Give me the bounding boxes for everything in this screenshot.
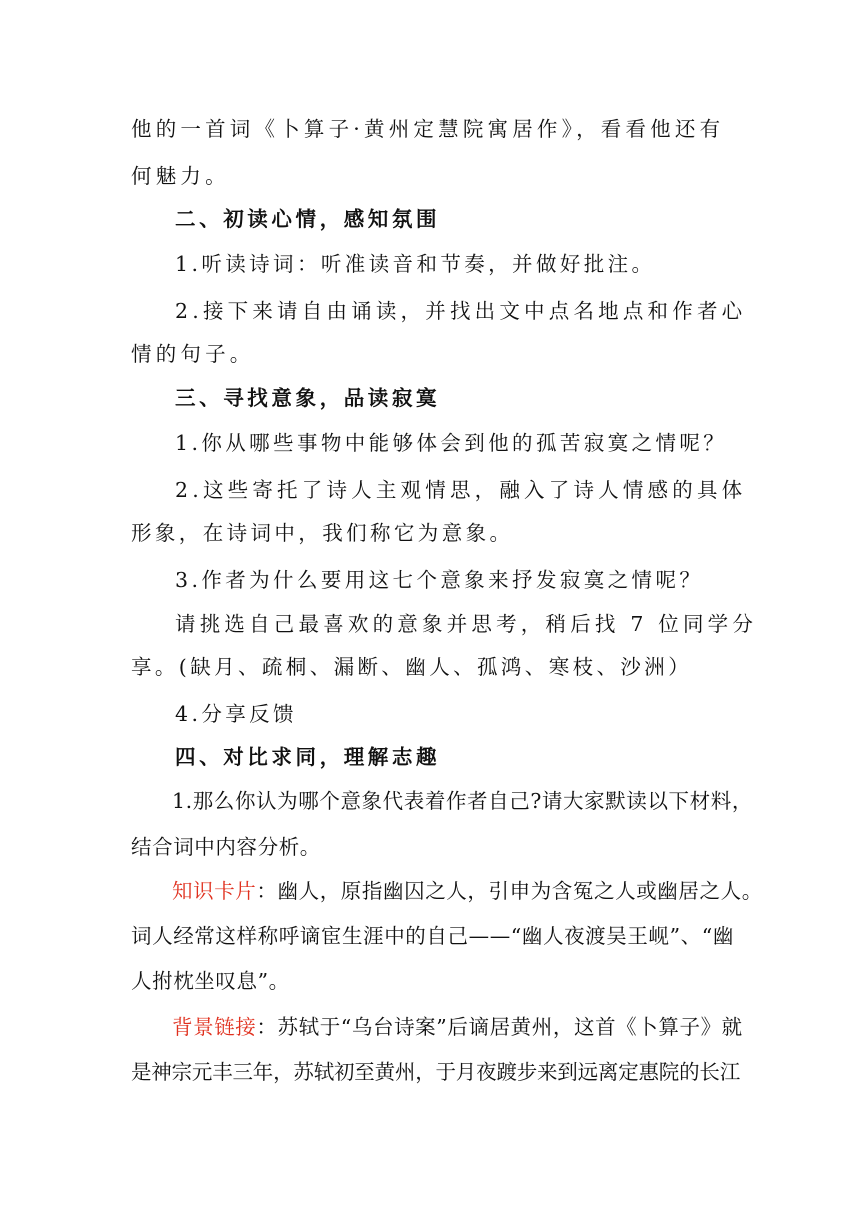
knowledge-card-line [172,877,763,905]
paragraph-line: 何魅力。 [131,164,230,188]
background-link-text: ：苏轼于“乌台诗案”后谪居黄州，这首《卜算子》就 [256,1015,743,1039]
paragraph-line: 他的一首词《卜算子·黄州定慧院寓居作》，看看他还有 [131,117,725,141]
background-link-label: 背景链接 [172,1015,257,1039]
paragraph-line: 4.分享反馈 [175,702,297,726]
paragraph-line: 情的句子。 [131,342,255,366]
paragraph-line: 1.那么你认为哪个意象代表着作者自己?请大家默读以下材料， [172,789,753,813]
paragraph-line: 2.接下来请自由诵读，并找出文中点名地点和作者心 [175,299,747,323]
knowledge-card-text: ：幽人，原指幽囚之人，引申为含冤之人或幽居之人。 [256,879,763,903]
paragraph-line: 1.你从哪些事物中能够体会到他的孤苦寂寞之情呢？ [175,431,728,455]
paragraph-line: 享。(缺月、疏桐、漏断、幽人、孤鸿、寒枝、沙洲） [131,655,693,679]
paragraph-line: 是神宗元丰三年，苏轼初至黄州，于月夜踱步来到远离定惠院的长江 [131,1060,740,1084]
section-heading-3: 三、寻找意象，品读寂寞 [175,386,441,410]
knowledge-card-label: 知识卡片 [172,879,257,903]
paragraph-line: 人拊枕坐叹息”。 [131,969,290,993]
section-heading-2: 二、初读心情，感知氛围 [175,207,441,231]
paragraph-line: 1.听读诗词：听准读音和节奏，并做好批注。 [175,252,656,276]
paragraph-line: 请挑选自己最喜欢的意象并思考，稍后找 7 位同学分 [175,612,758,636]
paragraph-line: 结合词中内容分析。 [131,835,321,859]
paragraph-line: 形象，在诗词中，我们称它为意象。 [131,521,514,545]
section-heading-4: 四、对比求同，理解志趣 [175,745,441,769]
paragraph-line: 3.作者为什么要用这七个意象来抒发寂寞之情呢？ [175,568,704,592]
paragraph-line: 2.这些寄托了诗人主观情思，融入了诗人情感的具体 [175,478,747,502]
background-link-line [172,1013,743,1041]
paragraph-line: 词人经常这样称呼谪宦生涯中的自己——“幽人夜渡吴王岘”、“幽 [131,924,734,948]
